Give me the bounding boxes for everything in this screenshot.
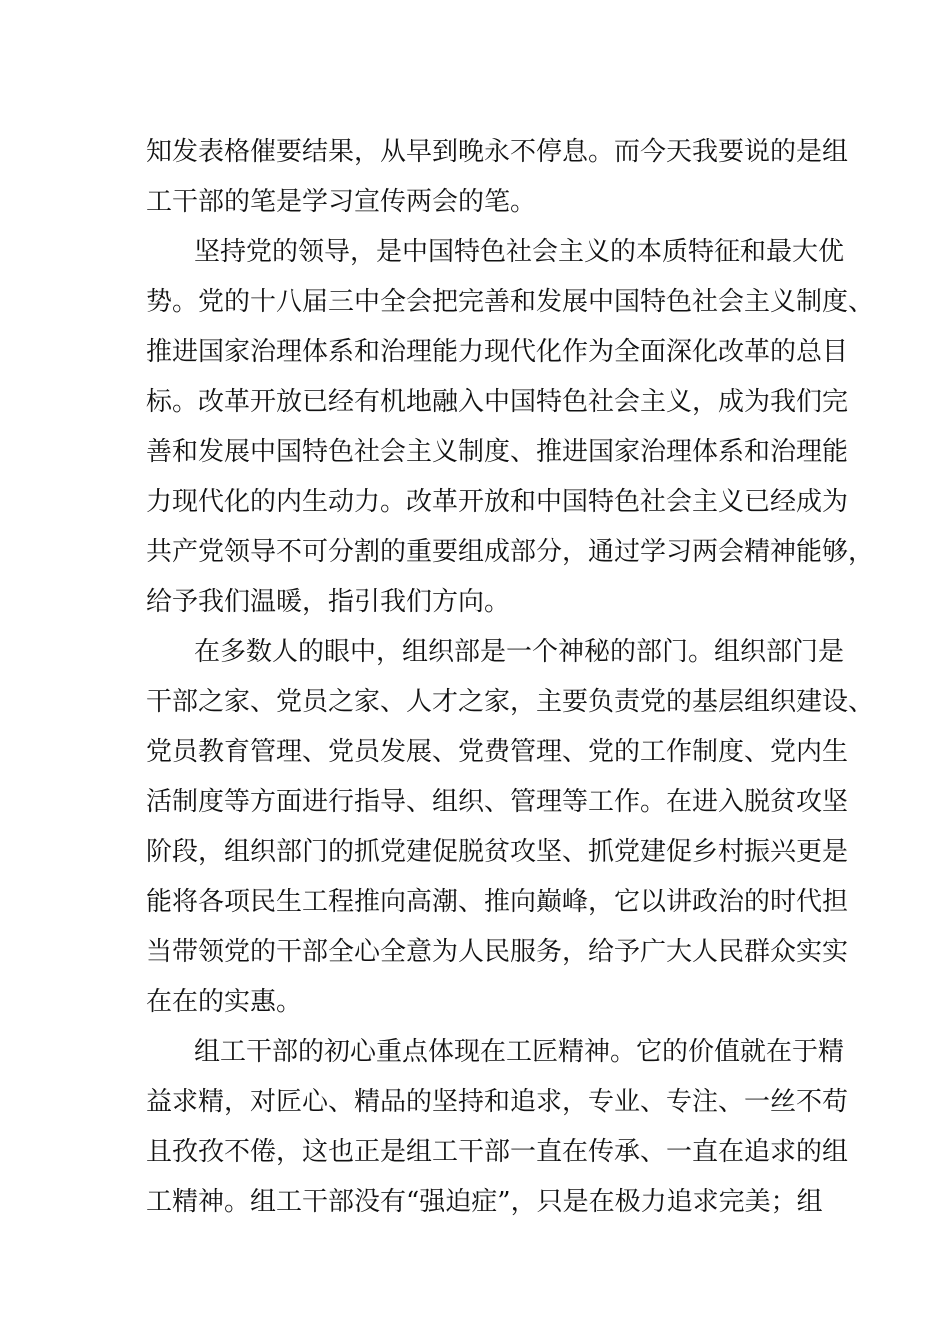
text-line: 共产党领导不可分割的重要组成部分，通过学习两会精神能够， xyxy=(146,537,875,567)
body-text xyxy=(146,127,875,1227)
text-line: 善和发展中国特色社会主义制度、推进国家治理体系和治理能 xyxy=(146,437,849,467)
text-line: 当带领党的干部全心全意为人民服务，给予广大人民群众实实 xyxy=(146,937,849,967)
text-line: 标。改革开放已经有机地融入中国特色社会主义，成为我们完 xyxy=(146,387,849,417)
text-line: 在在的实惠。 xyxy=(146,987,303,1017)
text-line: 力现代化的内生动力。改革开放和中国特色社会主义已经成为 xyxy=(146,487,849,517)
text-line: 阶段，组织部门的抓党建促脱贫攻坚、抓党建促乡村振兴更是 xyxy=(146,837,849,867)
paragraph-first-line: 坚持党的领导，是中国特色社会主义的本质特征和最大优 xyxy=(194,237,845,267)
text-line: 推进国家治理体系和治理能力现代化作为全面深化改革的总目 xyxy=(146,337,849,367)
text-line: 知发表格催要结果，从早到晚永不停息。而今天我要说的是组 xyxy=(146,137,849,167)
text-line: 且孜孜不倦，这也正是组工干部一直在传承、一直在追求的组 xyxy=(146,1137,849,1167)
text-line: 给予我们温暖，指引我们方向。 xyxy=(146,587,511,617)
text-line: 势。党的十八届三中全会把完善和发展中国特色社会主义制度、 xyxy=(146,287,875,317)
text-line: 党员教育管理、党员发展、党费管理、党的工作制度、党内生 xyxy=(146,737,849,767)
text-line: 益求精，对匠心、精品的坚持和追求，专业、专注、一丝不苟 xyxy=(146,1087,849,1117)
paragraph-first-line: 在多数人的眼中，组织部是一个神秘的部门。组织部门是 xyxy=(194,637,845,667)
text-line: 干部之家、党员之家、人才之家，主要负责党的基层组织建设、 xyxy=(146,687,875,717)
text-line: 工精神。组工干部没有“强迫症”，只是在极力追求完美；组 xyxy=(146,1187,823,1217)
paragraph-first-line: 组工干部的初心重点体现在工匠精神。它的价值就在于精 xyxy=(194,1037,845,1067)
text-line: 活制度等方面进行指导、组织、管理等工作。在进入脱贫攻坚 xyxy=(146,787,849,817)
text-line: 工干部的笔是学习宣传两会的笔。 xyxy=(146,187,537,217)
text-line: 能将各项民生工程推向高潮、推向巅峰，它以讲政治的时代担 xyxy=(146,887,849,917)
